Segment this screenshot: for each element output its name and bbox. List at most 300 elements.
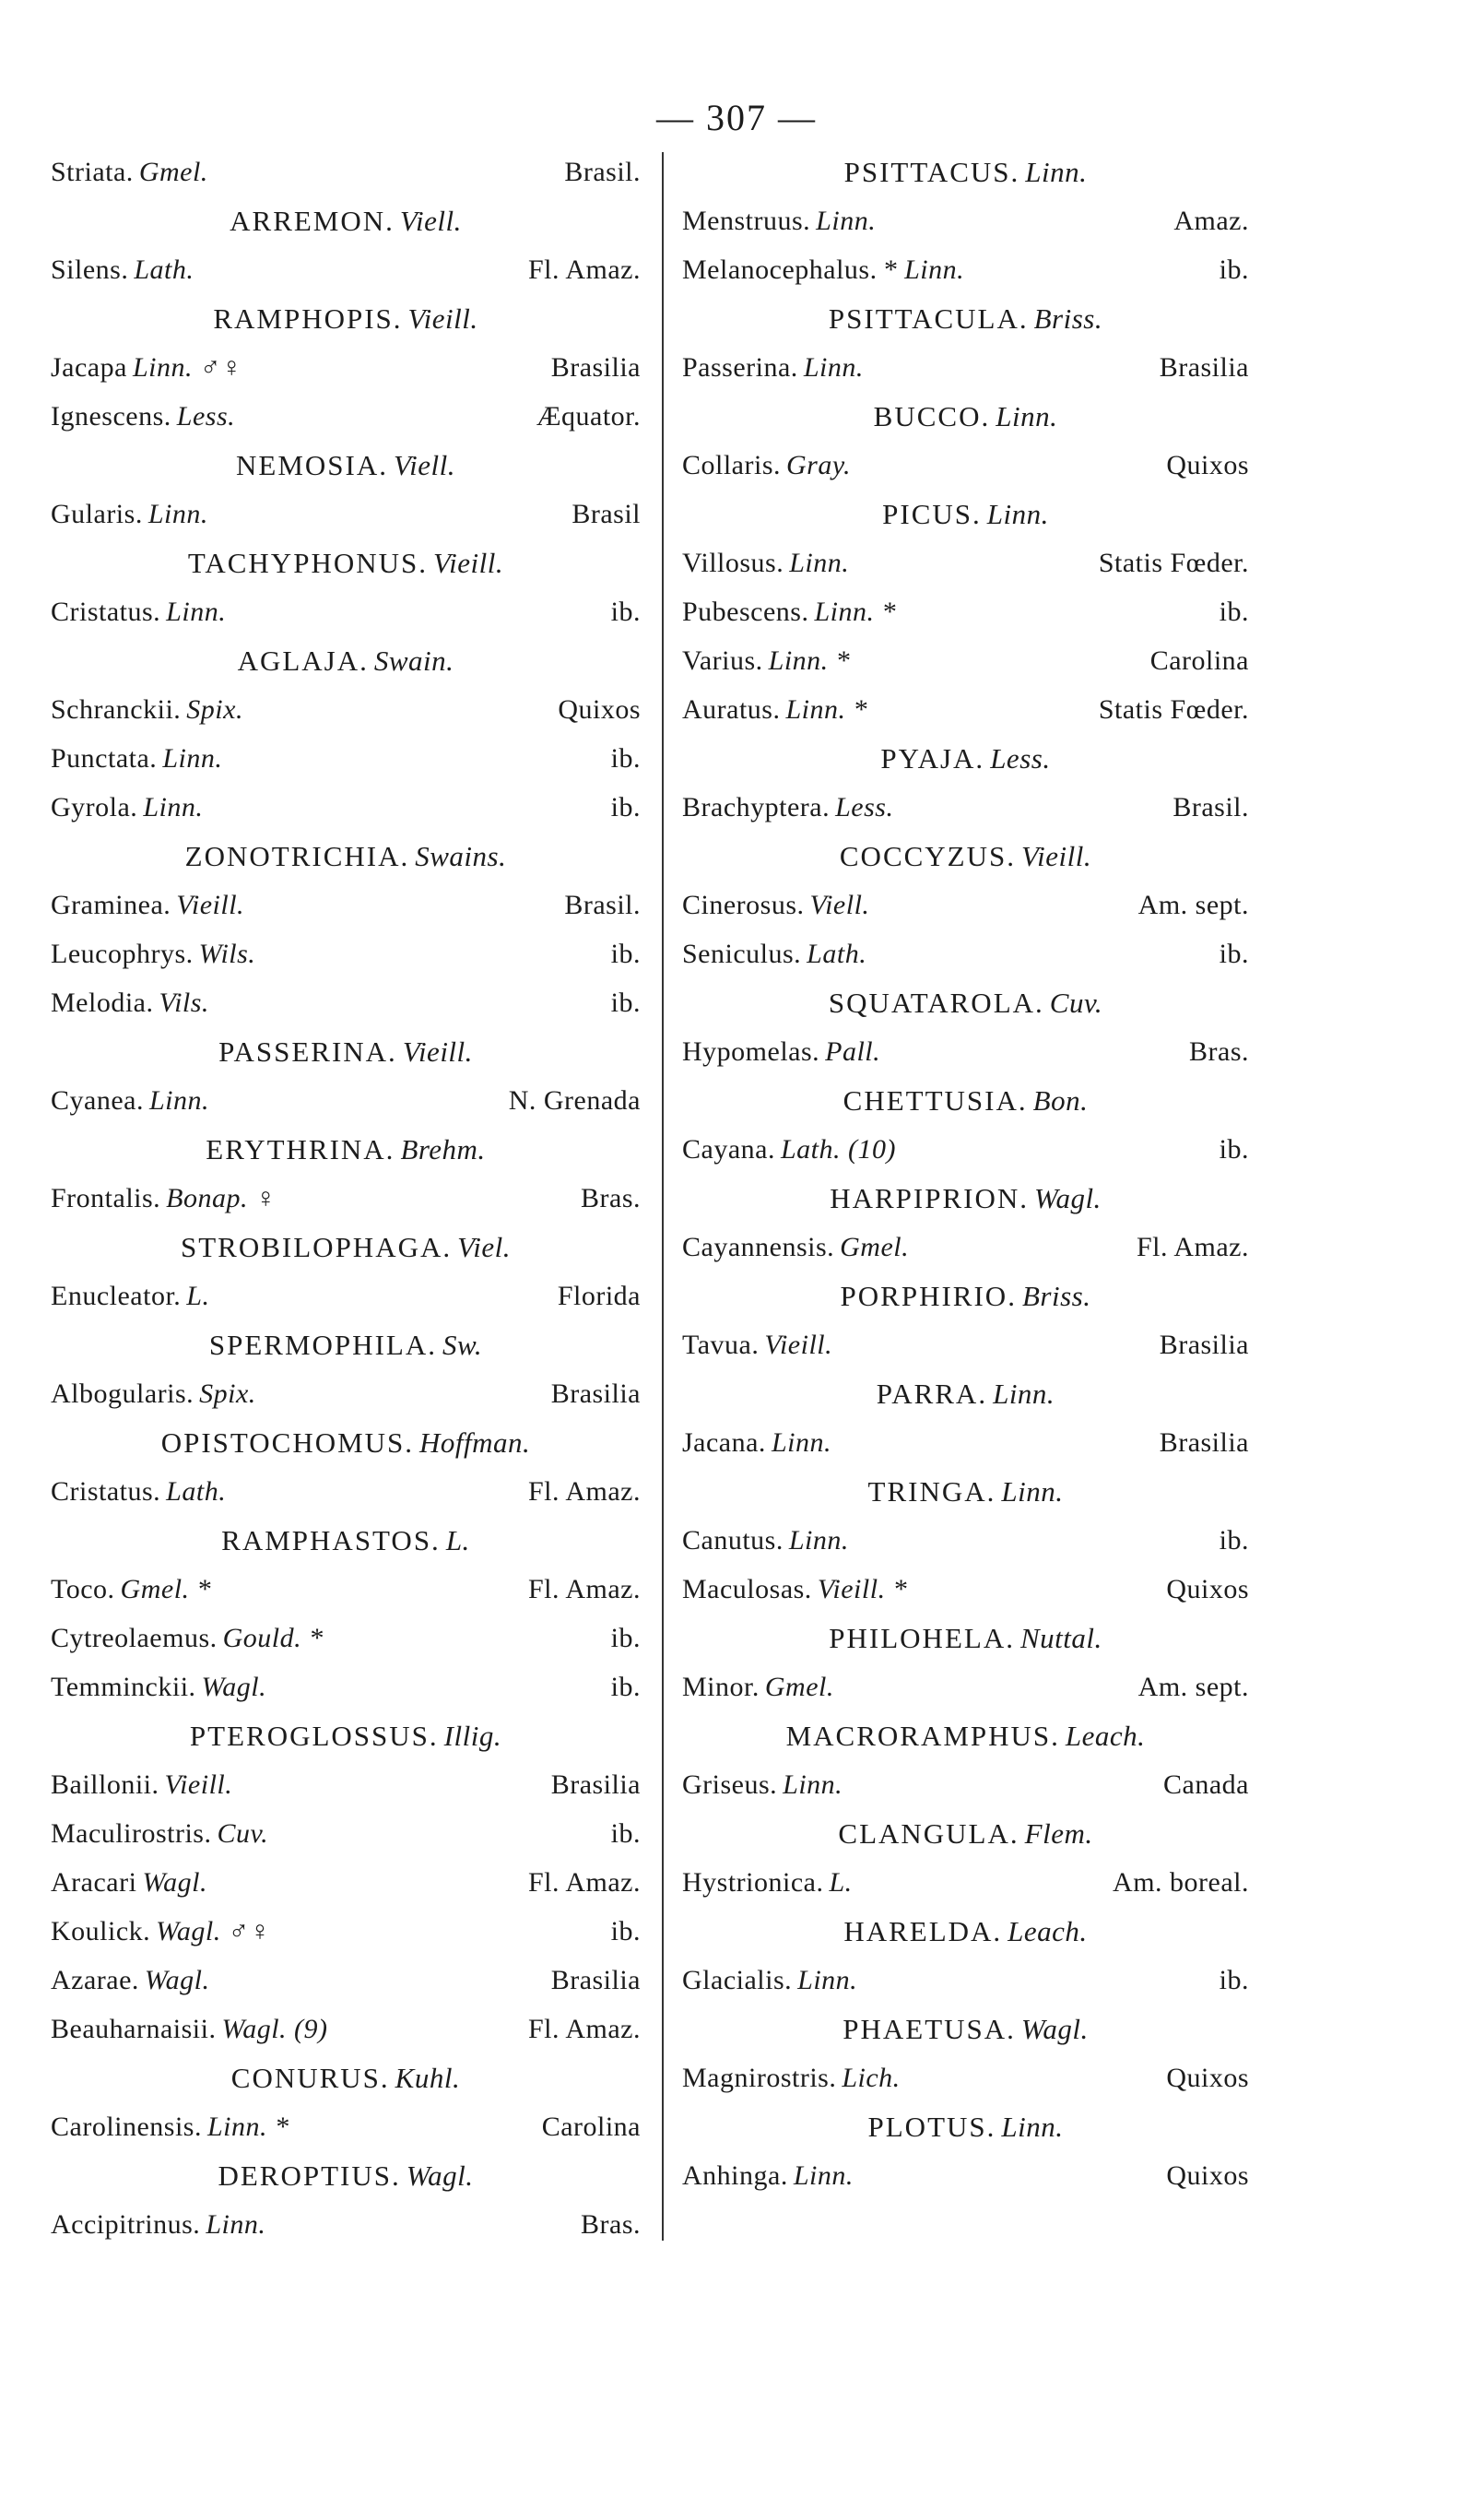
genus-author: Linn. xyxy=(993,1378,1055,1410)
species-locality: Am. boreal. xyxy=(1113,1867,1249,1898)
species-entry xyxy=(51,148,641,196)
species-entry xyxy=(682,245,1249,294)
species-name: Cyanea. xyxy=(51,1085,144,1116)
species-author: Linn. xyxy=(166,597,227,627)
genus-name: RAMPHASTOS. xyxy=(221,1524,441,1556)
genus-heading xyxy=(682,1174,1249,1223)
genus-heading xyxy=(682,294,1249,343)
species-author: Wagl. xyxy=(201,1672,267,1702)
species-author: Linn. xyxy=(147,499,208,529)
species-entry xyxy=(682,441,1249,490)
genus-name: ZONOTRICHIA. xyxy=(184,840,410,872)
species-entry xyxy=(682,783,1249,832)
species-entry xyxy=(682,1956,1249,2005)
genus-name: PSITTACUS. xyxy=(843,156,1020,188)
species-locality: ib. xyxy=(610,743,641,774)
genus-name: ARREMON. xyxy=(230,205,395,237)
species-author: Gmel. * xyxy=(120,1574,212,1604)
genus-name: PICUS. xyxy=(882,498,982,530)
genus-name: TACHYPHONUS. xyxy=(187,547,428,579)
genus-name: BUCCO. xyxy=(873,400,991,432)
genus-name: HARPIPRION. xyxy=(830,1182,1029,1214)
genus-author: Vieill. xyxy=(1021,840,1092,872)
genus-name: SQUATAROLA. xyxy=(828,987,1044,1019)
species-locality: Am. sept. xyxy=(1137,1672,1249,1702)
species-locality: N. Grenada xyxy=(508,1085,641,1116)
species-entry xyxy=(682,2151,1249,2200)
genus-author: Less. xyxy=(990,742,1051,775)
species-name: Beauharnaisii. xyxy=(51,2014,217,2044)
species-name: Jacana. xyxy=(682,1427,766,1458)
species-entry xyxy=(51,1614,641,1662)
species-name: Canutus. xyxy=(682,1525,784,1556)
species-entry xyxy=(682,1858,1249,1907)
right-column xyxy=(682,148,1249,2200)
genus-author: Linn. xyxy=(986,498,1049,530)
species-locality: ib. xyxy=(1219,939,1249,969)
genus-heading xyxy=(51,636,641,685)
genus-author: Swains. xyxy=(415,840,507,872)
species-author: Vieill. xyxy=(764,1330,833,1360)
species-name: Aracari xyxy=(51,1867,137,1898)
genus-heading xyxy=(51,832,641,881)
genus-heading xyxy=(51,1125,641,1174)
genus-author: Bon. xyxy=(1032,1084,1089,1117)
species-author: Linn. xyxy=(793,2160,854,2191)
species-entry xyxy=(682,2053,1249,2102)
genus-heading xyxy=(51,294,641,343)
genus-heading xyxy=(51,1223,641,1272)
genus-name: TRINGA. xyxy=(867,1475,996,1508)
genus-name: NEMOSIA. xyxy=(236,449,388,481)
species-locality: Brasilia xyxy=(550,352,641,383)
species-author: Gmel. xyxy=(764,1672,834,1702)
species-author: L. xyxy=(829,1867,853,1898)
species-name: Pubescens. xyxy=(682,597,809,627)
genus-author: Linn. xyxy=(996,400,1058,432)
genus-name: AGLAJA. xyxy=(237,645,369,677)
genus-heading xyxy=(682,734,1249,783)
species-entry xyxy=(51,1858,641,1907)
species-author: Wagl. (9) xyxy=(221,2014,328,2044)
species-entry xyxy=(682,1760,1249,1809)
genus-name: ERYTHRINA. xyxy=(206,1133,395,1165)
species-locality: Fl. Amaz. xyxy=(528,1574,641,1604)
species-entry xyxy=(51,978,641,1027)
genus-name: CONURUS. xyxy=(230,2062,390,2094)
genus-name: HARELDA. xyxy=(843,1915,1003,1947)
species-entry xyxy=(682,343,1249,392)
species-name: Schranckii. xyxy=(51,694,182,725)
genus-name: PASSERINA. xyxy=(218,1035,397,1068)
species-entry xyxy=(51,245,641,294)
species-author: Linn. xyxy=(162,743,223,774)
species-name: Silens. xyxy=(51,254,129,285)
species-locality: Fl. Amaz. xyxy=(528,254,641,285)
species-name: Tavua. xyxy=(682,1330,760,1360)
genus-heading xyxy=(682,2102,1249,2151)
species-locality: ib. xyxy=(610,939,641,969)
species-author: Wagl. xyxy=(142,1867,208,1898)
genus-heading xyxy=(51,1711,641,1760)
genus-author: Vieill. xyxy=(432,547,504,579)
species-locality: Canada xyxy=(1163,1769,1249,1800)
species-entry xyxy=(682,538,1249,587)
species-author: Vieill. xyxy=(176,890,245,920)
species-entry xyxy=(51,2200,641,2249)
species-locality: Brasil. xyxy=(1173,792,1249,822)
species-locality: Statis Fœder. xyxy=(1098,694,1249,725)
genus-heading xyxy=(682,490,1249,538)
species-entry xyxy=(51,1907,641,1956)
species-name: Frontalis. xyxy=(51,1183,161,1213)
species-locality: ib. xyxy=(1219,1134,1249,1165)
species-locality: ib. xyxy=(610,597,641,627)
genus-author: Wagl. xyxy=(406,2159,474,2192)
species-author: Spix. xyxy=(186,694,243,725)
species-locality: Brasilia xyxy=(550,1769,641,1800)
genus-heading xyxy=(682,1467,1249,1516)
species-author: Linn. xyxy=(148,1085,209,1116)
species-locality: Carolina xyxy=(541,2112,641,2142)
species-author: Bonap. ♀ xyxy=(166,1183,277,1213)
genus-author: Linn. xyxy=(1001,1475,1064,1508)
species-name: Magnirostris. xyxy=(682,2063,837,2093)
species-name: Brachyptera. xyxy=(682,792,831,822)
genus-heading xyxy=(51,1027,641,1076)
species-author: Linn. xyxy=(771,1427,831,1458)
species-locality: ib. xyxy=(610,1672,641,1702)
species-author: Pall. xyxy=(825,1036,881,1067)
genus-heading xyxy=(51,1418,641,1467)
genus-name: MACRORAMPHUS. xyxy=(785,1720,1060,1752)
species-locality: Fl. Amaz. xyxy=(528,2014,641,2044)
species-entry xyxy=(682,1320,1249,1369)
species-locality: Brasil. xyxy=(564,890,641,920)
species-author: Linn. * xyxy=(768,645,851,676)
genus-name: PHILOHELA. xyxy=(829,1622,1015,1654)
species-entry xyxy=(51,1174,641,1223)
genus-name: CHETTUSIA. xyxy=(843,1084,1028,1117)
species-author: Gould. * xyxy=(222,1623,324,1653)
species-locality: Brasil. xyxy=(564,157,641,187)
species-entry xyxy=(51,1956,641,2005)
species-entry xyxy=(682,685,1249,734)
species-name: Passerina. xyxy=(682,352,798,383)
column-divider xyxy=(662,152,664,2241)
species-author: Lath. xyxy=(166,1476,227,1507)
genus-author: Linn. xyxy=(1001,2111,1064,2143)
species-entry xyxy=(51,343,641,392)
species-locality: Statis Fœder. xyxy=(1098,548,1249,578)
genus-heading xyxy=(51,2053,641,2102)
species-name: Baillonii. xyxy=(51,1769,159,1800)
species-entry xyxy=(51,783,641,832)
species-author: Lich. xyxy=(842,2063,901,2093)
species-locality: ib. xyxy=(1219,1965,1249,1995)
species-entry xyxy=(682,1027,1249,1076)
species-entry xyxy=(51,1272,641,1320)
species-name: Melanocephalus. xyxy=(682,254,878,285)
species-entry xyxy=(682,636,1249,685)
species-author: Linn. xyxy=(797,1965,858,1995)
species-name: Azarae. xyxy=(51,1965,139,1995)
genus-name: RAMPHOPIS. xyxy=(213,302,403,335)
species-name: Maculirostris. xyxy=(51,1818,212,1849)
species-name: Carolinensis. xyxy=(51,2112,202,2142)
species-name: Ignescens. xyxy=(51,401,171,432)
species-entry xyxy=(682,196,1249,245)
species-locality: Æquator. xyxy=(536,401,641,432)
genus-name: STROBILOPHAGA. xyxy=(181,1231,453,1263)
genus-author: Linn. xyxy=(1025,156,1088,188)
genus-heading xyxy=(682,1076,1249,1125)
species-locality: Quixos xyxy=(1166,1574,1249,1604)
species-locality: Brasilia xyxy=(550,1378,641,1409)
species-author: Gmel. xyxy=(840,1232,910,1262)
species-author: Spix. xyxy=(199,1378,256,1409)
genus-heading xyxy=(51,2151,641,2200)
species-name: Cristatus. xyxy=(51,1476,161,1507)
species-name: Punctata. xyxy=(51,743,158,774)
species-author: L. xyxy=(186,1281,210,1311)
species-name: Enucleator. xyxy=(51,1281,182,1311)
species-locality: ib. xyxy=(610,1818,641,1849)
species-author: Less. xyxy=(176,401,236,432)
genus-author: Viel. xyxy=(457,1231,511,1263)
species-entry xyxy=(51,1076,641,1125)
species-name: Cristatus. xyxy=(51,597,161,627)
species-entry xyxy=(682,587,1249,636)
genus-heading xyxy=(682,148,1249,196)
species-name: Anhinga. xyxy=(682,2160,788,2191)
genus-author: Leach. xyxy=(1008,1915,1088,1947)
species-name: Gyrola. xyxy=(51,792,138,822)
species-name: Hypomelas. xyxy=(682,1036,820,1067)
species-locality: Brasilia xyxy=(550,1965,641,1995)
species-entry xyxy=(51,1369,641,1418)
species-locality: Quixos xyxy=(1166,450,1249,480)
species-name: Accipitrinus. xyxy=(51,2209,201,2240)
page-number: — 307 — xyxy=(656,97,817,138)
species-name: Seniculus. xyxy=(682,939,802,969)
genus-author: Vieill. xyxy=(407,302,478,335)
genus-name: PORPHIRIO. xyxy=(840,1280,1017,1312)
species-entry xyxy=(51,881,641,929)
species-locality: Bras. xyxy=(581,2209,641,2240)
species-locality: ib. xyxy=(1219,597,1249,627)
species-name: Melodia. xyxy=(51,988,154,1018)
species-locality: Fl. Amaz. xyxy=(528,1867,641,1898)
genus-heading xyxy=(51,441,641,490)
species-author: Gmel. xyxy=(138,157,208,187)
species-author: Vieill. * xyxy=(817,1574,908,1604)
species-author: Gray. xyxy=(786,450,851,480)
species-author: Viell. xyxy=(809,890,870,920)
species-name: Jacapa xyxy=(51,352,127,383)
species-name: Albogularis. xyxy=(51,1378,194,1409)
genus-author: Wagl. xyxy=(1020,2013,1089,2045)
species-name: Cayana. xyxy=(682,1134,775,1165)
species-locality: Brasil xyxy=(572,499,641,529)
species-name: Minor. xyxy=(682,1672,760,1702)
species-name: Temminckii. xyxy=(51,1672,196,1702)
species-name: Gularis. xyxy=(51,499,143,529)
left-column xyxy=(51,148,641,2249)
species-entry xyxy=(682,1223,1249,1272)
species-entry xyxy=(682,1125,1249,1174)
genus-author: Hoffman. xyxy=(419,1426,531,1459)
genus-name: CLANGULA. xyxy=(838,1817,1019,1850)
species-author: Wils. xyxy=(198,939,256,969)
species-locality: Fl. Amaz. xyxy=(1137,1232,1249,1262)
genus-name: PHAETUSA. xyxy=(843,2013,1016,2045)
species-author: * Linn. xyxy=(882,254,965,285)
genus-heading xyxy=(682,392,1249,441)
species-author: Vils. xyxy=(159,988,209,1018)
species-author: Lath. xyxy=(134,254,194,285)
species-locality: Quixos xyxy=(1166,2160,1249,2191)
species-entry xyxy=(51,1809,641,1858)
genus-heading xyxy=(682,832,1249,881)
species-locality: Brasilia xyxy=(1159,1427,1249,1458)
genus-heading xyxy=(682,978,1249,1027)
genus-author: Brehm. xyxy=(400,1133,486,1165)
genus-name: OPISTOCHOMUS. xyxy=(160,1426,415,1459)
species-entry xyxy=(51,392,641,441)
species-locality: Fl. Amaz. xyxy=(528,1476,641,1507)
species-locality: Am. sept. xyxy=(1137,890,1249,920)
species-name: Griseus. xyxy=(682,1769,778,1800)
species-entry xyxy=(682,1662,1249,1711)
genus-name: DEROPTIUS. xyxy=(218,2159,401,2192)
species-author: Linn. xyxy=(783,1769,843,1800)
genus-author: Illig. xyxy=(443,1720,502,1752)
species-locality: Quixos xyxy=(558,694,641,725)
genus-heading xyxy=(51,196,641,245)
species-entry xyxy=(682,881,1249,929)
species-locality: ib. xyxy=(610,988,641,1018)
species-author: Linn. xyxy=(789,548,850,578)
species-author: Less. xyxy=(835,792,894,822)
species-name: Hystrionica. xyxy=(682,1867,824,1898)
genus-author: Sw. xyxy=(442,1329,483,1361)
genus-heading xyxy=(682,1711,1249,1760)
genus-author: Viell. xyxy=(394,449,455,481)
species-author: Linn. xyxy=(206,2209,266,2240)
species-name: Koulick. xyxy=(51,1916,151,1946)
genus-author: L. xyxy=(445,1524,470,1556)
species-locality: Florida xyxy=(557,1281,641,1311)
species-locality: Carolina xyxy=(1149,645,1249,676)
genus-author: Viell. xyxy=(399,205,462,237)
species-name: Menstruus. xyxy=(682,206,811,236)
species-locality: Bras. xyxy=(581,1183,641,1213)
species-locality: Brasilia xyxy=(1159,1330,1249,1360)
species-name: Varius. xyxy=(682,645,763,676)
genus-author: Nuttal. xyxy=(1019,1622,1102,1654)
species-name: Toco. xyxy=(51,1574,115,1604)
species-author: Linn. * xyxy=(814,597,897,627)
genus-name: PLOTUS. xyxy=(867,2111,996,2143)
genus-name: PTEROGLOSSUS. xyxy=(189,1720,439,1752)
genus-heading xyxy=(51,1320,641,1369)
species-entry xyxy=(51,1467,641,1516)
genus-author: Leach. xyxy=(1065,1720,1146,1752)
species-locality: Amaz. xyxy=(1173,206,1249,236)
species-author: Cuv. xyxy=(217,1818,269,1849)
genus-author: Swain. xyxy=(373,645,454,677)
genus-name: PARRA. xyxy=(876,1378,988,1410)
species-locality: ib. xyxy=(610,1916,641,1946)
species-author: Linn. * xyxy=(207,2112,289,2142)
species-locality: ib. xyxy=(1219,254,1249,285)
species-entry xyxy=(51,587,641,636)
genus-heading xyxy=(682,1369,1249,1418)
genus-name: PSITTACULA. xyxy=(828,302,1029,335)
genus-heading xyxy=(682,1907,1249,1956)
species-author: Lath. xyxy=(807,939,867,969)
genus-heading xyxy=(682,1272,1249,1320)
species-name: Striata. xyxy=(51,157,134,187)
species-name: Cinerosus. xyxy=(682,890,805,920)
species-entry xyxy=(51,1662,641,1711)
species-locality: Brasilia xyxy=(1159,352,1249,383)
species-entry xyxy=(51,2102,641,2151)
species-author: Wagl. xyxy=(144,1965,210,1995)
genus-name: COCCYZUS. xyxy=(839,840,1016,872)
species-entry xyxy=(682,1418,1249,1467)
species-entry xyxy=(682,929,1249,978)
genus-heading xyxy=(51,1516,641,1565)
species-entry xyxy=(51,685,641,734)
species-name: Cayannensis. xyxy=(682,1232,835,1262)
species-name: Cytreolaemus. xyxy=(51,1623,218,1653)
species-entry xyxy=(51,1760,641,1809)
species-author: Linn. xyxy=(816,206,877,236)
genus-author: Kuhl. xyxy=(395,2062,461,2094)
species-author: Linn. xyxy=(788,1525,849,1556)
genus-author: Cuv. xyxy=(1049,987,1103,1019)
species-entry xyxy=(51,1565,641,1614)
species-entry xyxy=(51,490,641,538)
species-author: Linn. * xyxy=(785,694,868,725)
genus-heading xyxy=(51,538,641,587)
species-locality: Quixos xyxy=(1166,2063,1249,2093)
genus-name: PYAJA. xyxy=(880,742,985,775)
species-name: Leucophrys. xyxy=(51,939,194,969)
species-name: Collaris. xyxy=(682,450,781,480)
genus-author: Flem. xyxy=(1024,1817,1093,1850)
species-entry xyxy=(682,1565,1249,1614)
species-name: Maculosas. xyxy=(682,1574,812,1604)
species-name: Graminea. xyxy=(51,890,171,920)
species-author: Wagl. ♂♀ xyxy=(156,1916,271,1946)
species-entry xyxy=(682,1516,1249,1565)
species-name: Villosus. xyxy=(682,548,784,578)
species-entry xyxy=(51,2005,641,2053)
species-locality: ib. xyxy=(1219,1525,1249,1556)
species-locality: Bras. xyxy=(1189,1036,1249,1067)
genus-author: Vieill. xyxy=(402,1035,473,1068)
species-name: Auratus. xyxy=(682,694,781,725)
genus-heading xyxy=(682,1614,1249,1662)
genus-author: Wagl. xyxy=(1033,1182,1102,1214)
species-name: Glacialis. xyxy=(682,1965,793,1995)
species-author: Lath. (10) xyxy=(780,1134,896,1165)
species-author: Linn. xyxy=(803,352,864,383)
species-author: Vieill. xyxy=(164,1769,233,1800)
